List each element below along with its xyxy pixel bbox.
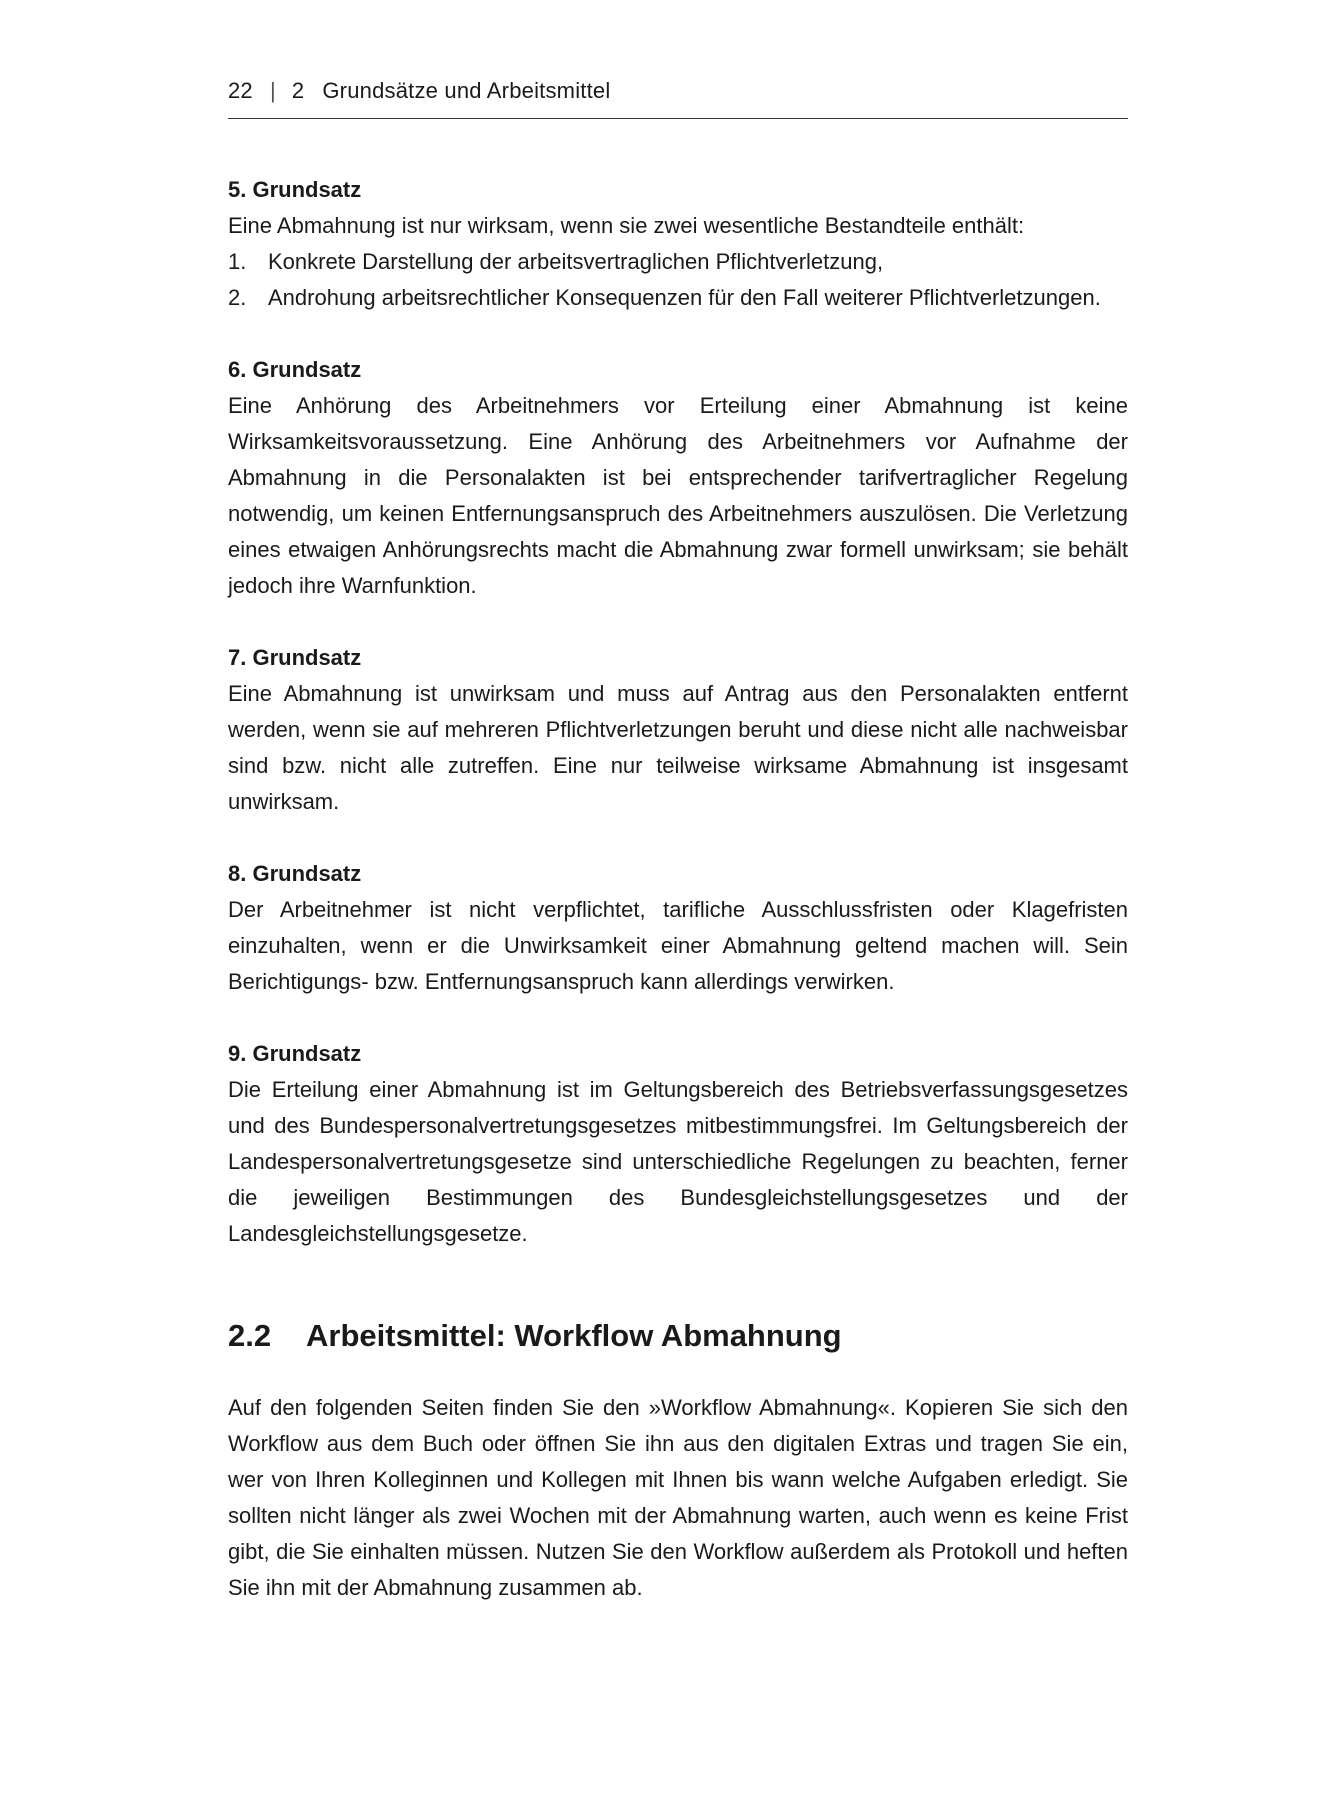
list-item-text: Androhung arbeitsrechtlicher Konsequenzen für den Fall weiterer Pflichtverletzungen. — [268, 285, 1101, 310]
principle-title: 5. Grundsatz — [228, 177, 362, 202]
list-item — [228, 280, 1128, 316]
principle-6 — [228, 352, 1128, 604]
principle-9 — [228, 1036, 1128, 1252]
list-item-number: 1. — [228, 249, 247, 274]
principle-7 — [228, 640, 1128, 820]
subsection-paragraph: Auf den folgenden Seiten finden Sie den »Workflow Abmahnung«. Kopieren Sie sich den Workflow aus dem Buch oder öffnen Sie ihn aus den digitalen Extras und tragen Sie ein, wer von Ihren Kolleginnen und Kollegen mit Ihnen bis wann welche Aufgaben erledigt. Sie sollten nicht länger als zwei Wochen mit der Abmahnung warten, auch wenn es keine Frist gibt, die Sie einhalten müssen. Nutzen Sie den Workflow außerdem als Protokoll und heften Sie ihn mit der Abmahnung zusammen ab. — [228, 1395, 1128, 1600]
running-header — [228, 78, 1128, 119]
list-item-text: Konkrete Darstellung der arbeitsvertraglichen Pflichtverletzung, — [268, 249, 884, 274]
principle-5 — [228, 172, 1128, 316]
header-separator: | — [270, 78, 276, 103]
list-item — [228, 244, 1128, 280]
principle-text: Eine Anhörung des Arbeitnehmers vor Erteilung einer Abmahnung ist keine Wirksamkeitsvoraussetzung. Eine Anhörung des Arbeitnehmers vor Aufnahme der Abmahnung in die Personalakten ist bei entsprechender tarifvertraglicher Regelung notwendig, um keinen Entfernungsanspruch des Arbeitnehmers auszulösen. Die Verletzung eines etwaigen Anhörungsrechts macht die Abmahnung zwar formell unwirksam; sie behält jedoch ihre Warnfunktion. — [228, 393, 1128, 598]
subsection-heading — [228, 1316, 1128, 1356]
principle-text: Die Erteilung einer Abmahnung ist im Geltungsbereich des Betriebsverfassungsgesetzes und des Bundespersonalvertretungsgesetzes mitbestimmungsfrei. Im Geltungsbereich der Landespersonalvertretungsgesetze sind unterschiedliche Regelungen zu beachten, ferner die jeweiligen Bestimmungen des Bundesgleichstellungsgesetzes und der Landesgleichstellungsgesetze. — [228, 1077, 1128, 1246]
page-content — [228, 172, 1128, 1606]
principle-text: Der Arbeitnehmer ist nicht verpflichtet, tarifliche Ausschlussfristen oder Klagefristen einzuhalten, wenn er die Unwirksamkeit einer Abmahnung geltend machen will. Sein Berichtigungs- bzw. Entfernungsanspruch kann allerdings verwirken. — [228, 897, 1128, 994]
principle-text: Eine Abmahnung ist unwirksam und muss auf Antrag aus den Personalakten entfernt werden, wenn sie auf mehreren Pflichtverletzungen beruht und diese nicht alle nachweisbar sind bzw. nicht alle zutreffen. Eine nur teilweise wirksame Abmahnung ist insgesamt unwirksam. — [228, 681, 1128, 814]
principle-title: 9. Grundsatz — [228, 1041, 362, 1066]
principle-text: Eine Abmahnung ist nur wirksam, wenn sie zwei wesentliche Bestandteile enthält: — [228, 213, 1025, 238]
list-item-number: 2. — [228, 285, 247, 310]
principle-list — [228, 244, 1128, 316]
principle-8 — [228, 856, 1128, 1000]
principle-title: 7. Grundsatz — [228, 645, 362, 670]
subsection-title: Arbeitsmittel: Workflow Abmahnung — [306, 1318, 842, 1353]
chapter-number: 2 — [291, 78, 305, 103]
chapter-title: Grundsätze und Arbeitsmittel — [322, 78, 611, 103]
subsection-number: 2.2 — [228, 1318, 272, 1353]
principle-title: 6. Grundsatz — [228, 357, 362, 382]
principle-title: 8. Grundsatz — [228, 861, 362, 886]
page-number: 22 — [228, 78, 253, 103]
